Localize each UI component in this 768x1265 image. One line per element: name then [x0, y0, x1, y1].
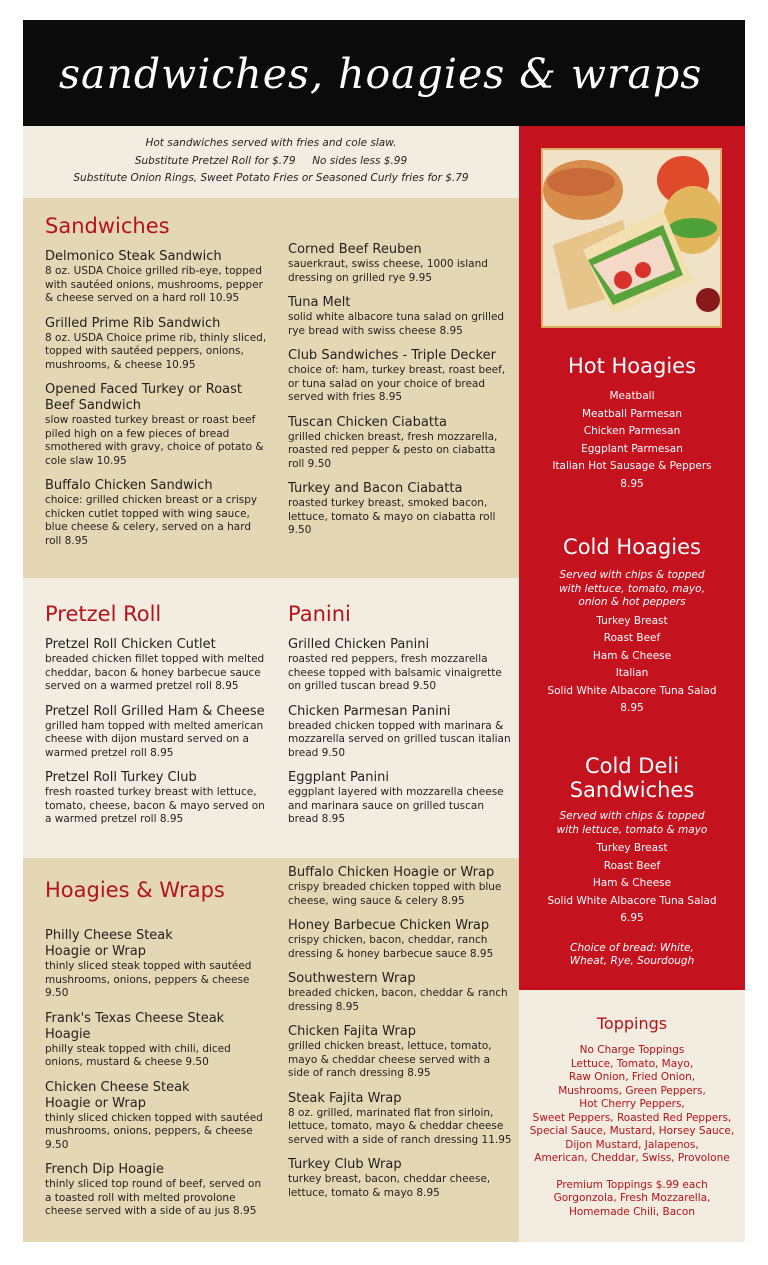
item-desc: grilled ham topped with melted american cheese with dijon mustard served on a warmed pretzel roll 8.95: [45, 719, 264, 759]
toppings-title: Toppings: [596, 1014, 668, 1033]
pretzel-column: [45, 602, 270, 837]
item-name: Steak Fajita Wrap: [288, 1090, 402, 1106]
side-item: Meatball Parmesan: [581, 407, 683, 420]
intro-notes: [23, 126, 519, 198]
sandwiches-right-column: [288, 242, 513, 548]
sidebar: [519, 126, 745, 990]
side-item: Turkey Breast: [596, 614, 668, 627]
item-name: Eggplant Panini: [288, 770, 389, 785]
topping-line: Gorgonzola, Fresh Mozzarella,: [553, 1192, 711, 1204]
sandwich-photo: [541, 148, 722, 328]
bread-choice: Choice of bread: White, Wheat, Rye, Sourdough: [569, 941, 695, 967]
item-desc: grilled chicken breast, lettuce, tomato, mayo & cheddar cheese served with a side of ranch dressing 8.95: [288, 1040, 492, 1079]
section-title-sandwiches: Sandwiches: [45, 214, 170, 238]
side-item: Turkey Breast: [596, 842, 668, 854]
section-title-panini: Panini: [288, 602, 351, 626]
item-name: Club Sandwiches - Triple Decker: [288, 348, 496, 363]
page-title: sandwiches, hoagies & wraps: [59, 50, 703, 98]
intro-line: Substitute Onion Rings, Sweet Potato Fries or Seasoned Curly fries for $.79: [73, 172, 469, 184]
item-name: Southwestern Wrap: [288, 971, 416, 986]
header-banner: [23, 20, 745, 126]
side-item: Ham & Cheese: [592, 649, 672, 662]
item-desc: roasted red peppers, fresh mozzarella cheese topped with balsamic vinaigrette on grilled tuscan bread 9.50: [288, 653, 502, 692]
menu-item: [288, 918, 513, 961]
menu-item: [45, 928, 270, 1001]
menu-item: [288, 348, 513, 405]
sandwiches-section: [23, 198, 519, 578]
section-title-pretzel-roll: Pretzel Roll: [45, 602, 162, 626]
item-desc: thinly sliced chicken topped with sautéed mushrooms, onions, peppers, & cheese 9.50: [45, 1111, 263, 1151]
menu-item: [45, 1080, 270, 1153]
item-name: Chicken Fajita Wrap: [288, 1024, 417, 1039]
item-name: Tuscan Chicken Ciabatta: [288, 414, 448, 430]
menu-item: [45, 382, 270, 468]
side-item: Roast Beef: [603, 859, 661, 872]
side-price: 8.95: [620, 702, 644, 714]
menu-item: [45, 1162, 270, 1219]
menu-item: [45, 1011, 270, 1070]
cold-deli-title: [519, 754, 745, 802]
cold-hoagies-note: Served with chips & topped with lettuce, tomato, mayo, onion & hot peppers: [559, 569, 705, 608]
side-item: Solid White Albacore Tuna Salad: [547, 684, 717, 697]
menu-item: [45, 316, 270, 373]
intro-line: Substitute Pretzel Roll for $.79 No sides less $.99: [134, 154, 408, 167]
hot-hoagies-block: [519, 354, 745, 493]
item-desc: turkey breast, bacon, cheddar cheese, lettuce, tomato & mayo 8.95: [288, 1173, 491, 1199]
item-desc: 8 oz. grilled, marinated flat fron sirloin, lettuce, tomato, mayo & cheddar cheese served with a side of ranch dressing 11.95: [288, 1106, 512, 1146]
topping-line: Raw Onion, Fried Onion,: [568, 1071, 696, 1083]
no-charge-title: No Charge Toppings: [579, 1044, 685, 1056]
menu-item: [45, 637, 270, 694]
hoagies-right-column: [288, 865, 513, 1210]
item-desc: breaded chicken topped with marinara & mozzarella served on grilled tuscan italian bread 9.50: [288, 719, 511, 759]
item-desc: breaded chicken fillet topped with melted cheddar, bacon & honey barbecue sauce served on a warmed pretzel roll 8.95: [45, 653, 265, 692]
side-item: Eggplant Parmesan: [581, 442, 683, 455]
item-name: Turkey Club Wrap: [288, 1157, 402, 1172]
side-item: Italian: [615, 667, 649, 679]
item-desc: slow roasted turkey breast or roast beef piled high on a few pieces of bread smothered with gravy, choice of potato & cole slaw 10.95: [45, 414, 264, 467]
side-item: Chicken Parmesan: [583, 425, 681, 437]
item-desc: choice: grilled chicken breast or a crispy chicken cutlet topped with wing sauce, blue cheese & celery, served on a hard roll 8.95: [45, 494, 258, 547]
menu-item: [288, 295, 513, 338]
side-item: Ham & Cheese: [592, 877, 672, 889]
item-desc: crispy breaded chicken topped with blue cheese, wing sauce & celery 8.95: [288, 881, 502, 907]
hoagies-wraps-section: [23, 858, 519, 1242]
menu-item: [45, 770, 270, 827]
pretzel-panini-section: [23, 578, 519, 858]
menu-item: [288, 865, 513, 908]
item-desc: 8 oz. USDA Choice grilled rib-eye, topped with sautéed onions, mushrooms, pepper & cheese served on a hard roll 10.95: [45, 265, 263, 304]
toppings-section: [519, 990, 745, 1242]
cold-deli-block: [519, 754, 745, 972]
menu-item: [45, 478, 270, 548]
hoagies-left-column: [45, 878, 270, 1229]
side-price: 6.95: [620, 912, 644, 924]
menu-item: [288, 770, 513, 827]
cold-deli-title-line: Sandwiches: [569, 778, 695, 802]
topping-line: Hot Cherry Peppers,: [579, 1098, 685, 1110]
menu-item: [288, 1157, 513, 1200]
cold-deli-note: Served with chips & topped with lettuce, tomato & mayo: [556, 810, 708, 836]
side-price: 8.95: [620, 477, 644, 490]
item-name: Frank's Texas Cheese Steak Hoagie: [45, 1010, 225, 1042]
item-name: Pretzel Roll Turkey Club: [45, 770, 197, 785]
hot-hoagies-title: Hot Hoagies: [567, 354, 697, 378]
topping-line: American, Cheddar, Swiss, Provolone: [534, 1152, 730, 1164]
menu-item: [288, 415, 513, 472]
section-title-hoagies-wraps: Hoagies & Wraps: [45, 878, 225, 902]
item-name: Buffalo Chicken Sandwich: [45, 478, 213, 493]
side-item: Italian Hot Sausage & Peppers: [552, 460, 712, 472]
panini-column: [288, 602, 513, 837]
item-desc: solid white albacore tuna salad on grilled rye bread with swiss cheese 8.95: [288, 311, 505, 337]
premium-price: $.99 each: [655, 1178, 708, 1191]
menu-item: [288, 242, 513, 285]
menu-item: [288, 704, 513, 761]
premium-title: Premium Toppings: [556, 1178, 653, 1191]
cold-hoagies-block: [519, 535, 745, 718]
cold-deli-title-line: Cold Deli: [584, 754, 680, 778]
item-name: French Dip Hoagie: [45, 1162, 164, 1177]
item-desc: thinly sliced top round of beef, served on a toasted roll with melted provolone cheese served with a side of au jus 8.95: [45, 1178, 262, 1217]
item-name: Pretzel Roll Chicken Cutlet: [45, 637, 216, 652]
item-name: Grilled Prime Rib Sandwich: [45, 315, 221, 331]
item-name: Corned Beef Reuben: [288, 242, 422, 257]
item-desc: choice of: ham, turkey breast, roast beef, or tuna salad on your choice of bread served with fries 8.95: [288, 364, 506, 403]
item-name: Pretzel Roll Grilled Ham & Cheese: [45, 703, 265, 719]
item-desc: crispy chicken, bacon, cheddar, ranch dressing & honey barbecue sauce 8.95: [288, 934, 494, 960]
item-desc: breaded chicken, bacon, cheddar & ranch dressing 8.95: [288, 987, 508, 1013]
item-desc: eggplant layered with mozzarella cheese and marinara sauce on grilled tuscan bread 8.95: [288, 786, 504, 825]
topping-line: Special Sauce, Mustard, Horsey Sauce,: [529, 1125, 735, 1137]
item-desc: philly steak topped with chili, diced onions, mustard & cheese 9.50: [45, 1042, 231, 1068]
menu-item: [288, 1091, 513, 1148]
item-name: Turkey and Bacon Ciabatta: [288, 481, 463, 496]
cold-hoagies-title: Cold Hoagies: [563, 535, 701, 559]
item-name: Tuna Melt: [288, 295, 351, 310]
topping-line: Sweet Peppers, Roasted Red Peppers,: [532, 1111, 732, 1124]
item-desc: 8 oz. USDA Choice prime rib, thinly sliced, topped with sautéed peppers, onions, mushrooms, & cheese 10.95: [45, 331, 267, 371]
menu-item: [45, 704, 270, 761]
item-desc: sauerkraut, swiss cheese, 1000 island dressing on grilled rye 9.95: [288, 258, 488, 284]
item-name: Buffalo Chicken Hoagie or Wrap: [288, 865, 495, 880]
side-item: Meatball: [609, 390, 655, 402]
item-name: Chicken Cheese Steak Hoagie or Wrap: [45, 1079, 190, 1111]
item-name: Philly Cheese Steak Hoagie or Wrap: [45, 928, 173, 959]
item-name: Opened Faced Turkey or Roast Beef Sandwich: [45, 382, 242, 413]
item-name: Chicken Parmesan Panini: [288, 703, 451, 719]
menu-item: [288, 1024, 513, 1081]
side-item: Solid White Albacore Tuna Salad: [547, 894, 717, 907]
item-name: Grilled Chicken Panini: [288, 637, 430, 652]
menu-item: [288, 971, 513, 1014]
topping-line: Homemade Chili, Bacon: [568, 1205, 696, 1218]
item-desc: grilled chicken breast, fresh mozzarella, roasted red pepper & pesto on ciabatta roll 9.50: [288, 430, 498, 470]
item-name: Honey Barbecue Chicken Wrap: [288, 918, 490, 933]
item-desc: roasted turkey breast, smoked bacon, lettuce, tomato & mayo on ciabatta roll 9.50: [288, 497, 496, 536]
item-desc: thinly sliced steak topped with sautéed mushrooms, onions, peppers & cheese 9.50: [45, 960, 252, 999]
side-item: Roast Beef: [603, 632, 661, 644]
topping-line: Dijon Mustard, Jalapenos,: [565, 1138, 699, 1151]
menu-item: [288, 481, 513, 538]
menu-item: [288, 637, 513, 694]
item-desc: fresh roasted turkey breast with lettuce, tomato, cheese, bacon & mayo served on a warmed pretzel roll 8.95: [45, 786, 265, 825]
premium-heading: [519, 1179, 745, 1193]
sandwiches-left-column: [45, 214, 270, 558]
topping-line: Lettuce, Tomato, Mayo,: [570, 1057, 694, 1070]
topping-line: Mushrooms, Green Peppers,: [558, 1084, 706, 1097]
item-name: Delmonico Steak Sandwich: [45, 249, 222, 264]
sandwich-illustration: [543, 150, 720, 326]
intro-line: Hot sandwiches served with fries and cole slaw.: [145, 137, 397, 149]
menu-item: [45, 249, 270, 306]
